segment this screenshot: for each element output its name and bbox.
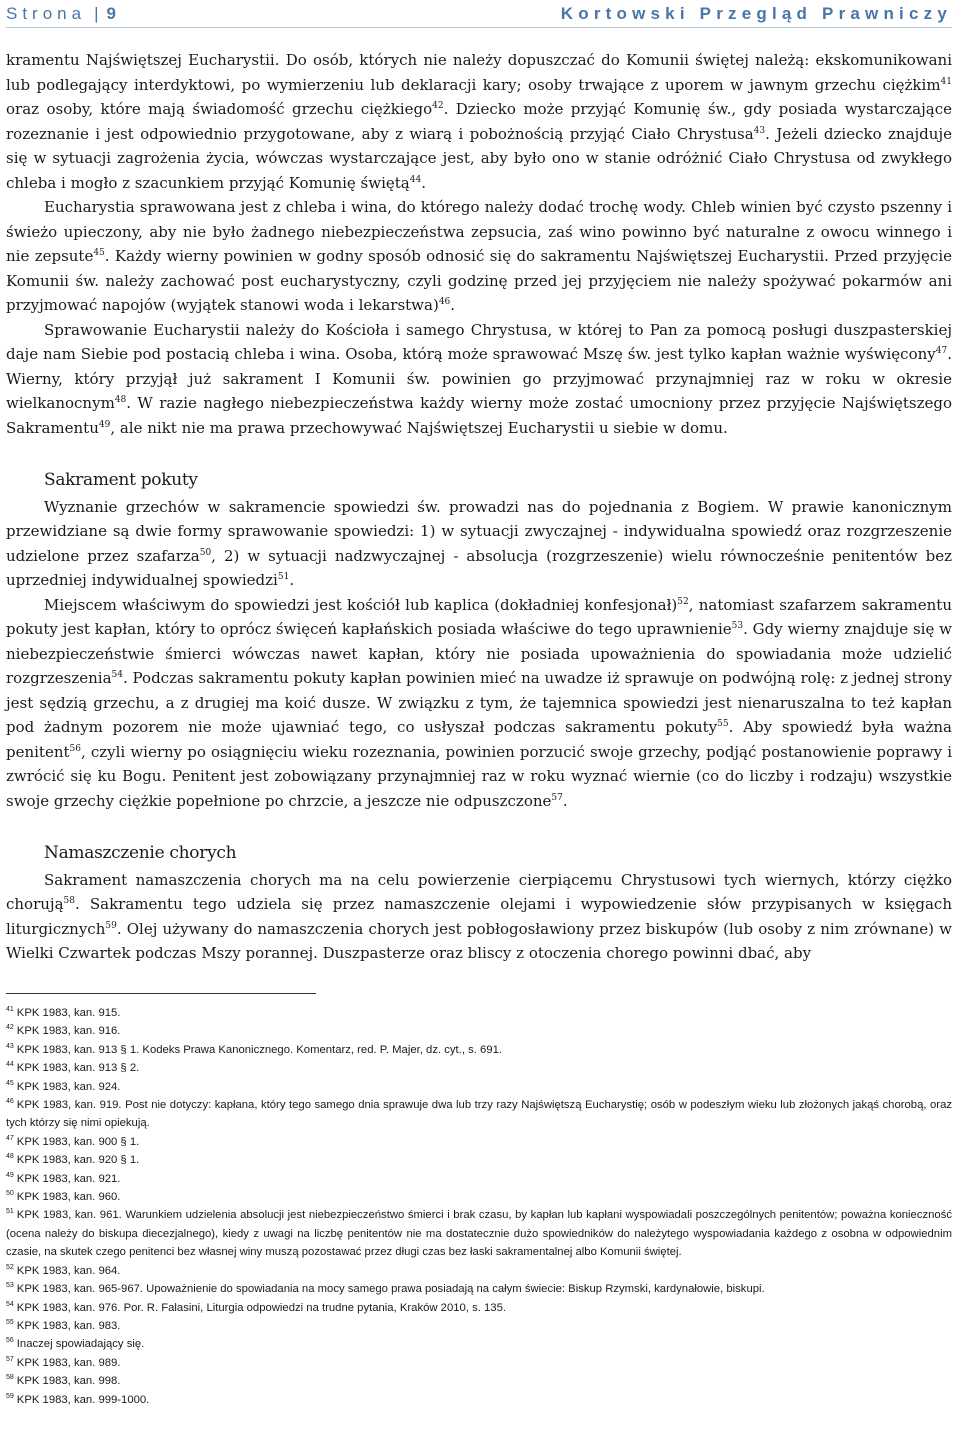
text-run: . Dziecko może przyjąć Komunię św., gdy posiada wystarczające rozeznanie i jest odpowiednio przygotowane, aby z wiarą i pobożnością przyjąć Ciało Chrystusa xyxy=(6,100,952,143)
paragraph-3 xyxy=(6,318,952,441)
footnote-ref[interactable]: 44 xyxy=(409,174,422,185)
footnote-ref[interactable]: 59 xyxy=(105,920,117,931)
footnote-item xyxy=(6,1372,952,1390)
footnote-item xyxy=(6,1280,952,1298)
paragraph-2 xyxy=(6,195,952,318)
footnote-number: 43 xyxy=(6,1042,14,1050)
text-run: , 2) w sytuacji nadzwyczajnej - absolucja (rozgrzeszenie) wielu równocześnie penitentów bez uprzedniej indywidualnej spowiedzi xyxy=(6,546,952,589)
paragraph-5 xyxy=(6,593,952,814)
footnote-separator xyxy=(6,993,316,994)
footnote-item xyxy=(6,1391,952,1409)
page-header xyxy=(6,0,952,28)
footnote-text: KPK 1983, kan. 915. xyxy=(16,1007,121,1019)
footnote-ref[interactable]: 47 xyxy=(935,346,948,356)
paragraph-1 xyxy=(6,48,952,195)
footnote-text: KPK 1983, kan. 913 § 1. Kodeks Prawa Kanonicznego. Komentarz, red. P. Majer, dz. cyt., s. 691. xyxy=(16,1043,503,1056)
footnote-text: KPK 1983, kan. 919. Post nie dotyczy: kapłana, który tego samego dnia sprawuje dwa lub trzy razy Najświętszą Eucharystię; osób w podeszłym wieku lub złożonych jakąś chorobą, oraz tych którzy się nimi opiekują. xyxy=(6,1099,952,1130)
text-run: kramentu Najświętszej Eucharystii. Do osób, których nie należy dopuszczać do Komunii świętej należą: ekskomunikowani lub podlegający interdyktowi, po wymierzeniu lub deklaracji kary; osoby trwające z uporem w jawnym grzechu ciężkim xyxy=(6,51,952,94)
text-run: . Gdy wierny znajduje się w niebezpieczeństwie śmierci wówczas nawet kapłan, który nie posiada upoważnienia do spowiadania może udzielić rozgrzeszenia xyxy=(6,620,952,687)
footnote-ref[interactable]: 48 xyxy=(114,395,127,405)
footnote-text: KPK 1983, kan. 960. xyxy=(16,1191,121,1204)
footnote-text: KPK 1983, kan. 965-967. Upoważnienie do spowiadania na mocy samego prawa posiadają na całym świecie: Biskup Rzymski, kardynałowie, biskupi. xyxy=(16,1283,765,1296)
footnote-number: 51 xyxy=(6,1208,14,1216)
footnote-item xyxy=(6,1078,952,1096)
text-run: , czyli wierny po osiągnięciu wieku rozeznania, powinien porzucić swoje grzechy, podjąć postanowienie poprawy i zwrócić się ku Bogu. Penitent jest zobowiązany przynajmniej raz w roku wyznać wiernie (co do liczby i rodzaju) wszystkie swoje grzechy ciężkie popełnione po chrzcie, a jeszcze nie odpuszczone xyxy=(6,742,952,810)
section-title-sakrament-pokuty: Sakrament pokuty xyxy=(44,470,198,490)
text-run: . xyxy=(562,791,568,810)
footnote-item xyxy=(6,1262,952,1280)
text-run: oraz osoby, które mają świadomość grzechu ciężkiego xyxy=(6,100,433,118)
footnotes-list xyxy=(6,1004,952,1409)
footnote-text: KPK 1983, kan. 920 § 1. xyxy=(16,1154,140,1167)
footnote-item xyxy=(6,1335,952,1353)
footnote-text: KPK 1983, kan. 900 § 1. xyxy=(16,1135,140,1148)
footnote-item xyxy=(6,1022,952,1040)
footnote-ref[interactable]: 41 xyxy=(940,76,952,87)
footnote-number: 46 xyxy=(6,1098,14,1106)
header-separator: | xyxy=(94,3,99,23)
footnote-text: KPK 1983, kan. 983. xyxy=(16,1319,121,1332)
footnote-text: KPK 1983, kan. 998. xyxy=(16,1375,121,1388)
text-run: , natomiast szafarzem sakramentu pokuty jest kapłan, który to oprócz święceń kapłańskich posiada właściwe do tego uprawnienie xyxy=(6,595,952,638)
footnote-ref[interactable]: 58 xyxy=(63,896,75,906)
footnote-item xyxy=(6,1206,952,1261)
footnote-item xyxy=(6,1170,952,1188)
footnote-ref[interactable]: 51 xyxy=(277,572,290,582)
footnote-ref[interactable]: 56 xyxy=(69,743,81,754)
footnote-ref[interactable]: 46 xyxy=(438,297,451,307)
text-run: Eucharystia sprawowana jest z chleba i wina, do którego należy dodać trochę wody. Chleb winien być czysto pszenny i świeżo upieczony, aby nie było żadnego niebezpieczeństwa zepsucia, zaś wino powinno być naturalne z owocu winnego i nie zepsute xyxy=(6,198,952,265)
footnote-text: KPK 1983, kan. 921. xyxy=(16,1172,121,1185)
footnote-number: 48 xyxy=(6,1153,14,1161)
footnote-text: KPK 1983, kan. 924. xyxy=(16,1080,121,1093)
text-run: . Aby spowiedź była ważna penitent xyxy=(6,718,952,761)
footnote-text: KPK 1983, kan. 916. xyxy=(16,1025,121,1038)
text-run: . Podczas sakramentu pokuty kapłan powinien mieć na uwadze iż sprawuje on podwójną rolę: z jednej strony jest sędzią grzechu, a z drugiej ma koić dusze. W związku z tym, że tajemnica spowiedzi jest nienaruszalna to też kapłan pod żadnym pozorem nie może ujawniać tego, co usłyszał podczas sakramentu pokuty xyxy=(6,669,952,736)
text-run: Wyznanie grzechów w sakramencie spowiedzi św. prowadzi nas do pojednania z Bogiem. W prawie kanonicznym przewidziane są dwie formy sprawowanie spowiedzi: 1) w sytuacji zwyczajnej - indywidualna spowiedź oraz rozgrzeszenie udzielone przez szafarza xyxy=(6,497,952,565)
header-page-number: 9 xyxy=(106,3,116,23)
footnote-item xyxy=(6,1041,952,1059)
footnote-ref[interactable]: 57 xyxy=(551,792,563,803)
footnote-number: 59 xyxy=(6,1392,14,1400)
text-run: . xyxy=(289,571,295,589)
paragraph-4 xyxy=(6,495,952,593)
text-run: . Sakramentu tego udziela się przez namaszczenie olejami i wypowiedzenie słów przypisanych w księgach liturgicznych xyxy=(6,895,952,938)
main-text xyxy=(6,48,952,966)
header-journal-title: Kortowski Przegląd Prawniczy xyxy=(560,3,952,23)
footnote-item xyxy=(6,1004,952,1022)
footnote-number: 45 xyxy=(6,1079,14,1087)
footnote-item xyxy=(6,1317,952,1335)
footnote-item xyxy=(6,1133,952,1151)
footnote-number: 47 xyxy=(6,1134,14,1142)
footnote-text: KPK 1983, kan. 913 § 2. xyxy=(16,1062,140,1075)
text-run: Sprawowanie Eucharystii należy do Kościoła i samego Chrystusa, w której to Pan za pomocą posługi duszpasterskiej daje nam Siebie pod postacią chleba i wina. Osoba, którą może sprawować Mszę św. jest tylko kapłan ważnie wyświęcony xyxy=(6,320,952,363)
text-run: . Olej używany do namaszczenia chorych jest pobłogosławiony przez biskupów (lub osoby z nim zrównane) w Wielki Czwartek podczas Mszy porannej. Duszpasterze oraz bliscy z otoczenia chorego powinni dbać, aby xyxy=(6,919,952,962)
footnote-item xyxy=(6,1299,952,1317)
footnote-number: 52 xyxy=(6,1263,14,1271)
text-run: . Każdy wierny powinien w godny sposób odnosić się do sakramentu Najświętszej Eucharystii. Przed przyjęcie Komunii św. należy zachować post eucharystyczny, czyli godzinę przed jej przyjęciem nie należy spożywać pokarmów ani przyjmować napojów (wyjątek stanowi woda i lekarstwa) xyxy=(6,247,953,314)
footnote-number: 56 xyxy=(6,1337,14,1345)
footnote-item xyxy=(6,1151,952,1169)
footnote-item xyxy=(6,1059,952,1077)
footnote-ref[interactable]: 53 xyxy=(731,621,744,631)
text-run: Miejscem właściwym do spowiedzi jest kościół lub kaplica (dokładniej konfesjonał) xyxy=(44,595,678,614)
footnote-ref[interactable]: 42 xyxy=(432,101,444,111)
footnote-ref[interactable]: 43 xyxy=(753,125,766,136)
footnote-text: KPK 1983, kan. 961. Warunkiem udzielenia absolucji jest niebezpieczeństwo śmierci i brak czasu, by kapłan lub kapłani wyspowiadali poszczególnych penitentów; poważna konieczność (ocena należy do biskupa diecezjalnego), kiedy z uwagi na liczbę penitentów nie ma dostatecznie dużo spowiedników do należytego wyspowiadania każdego z osobna w odpowiednim czasie, na skutek czego penitenci bez własnej winy muszą pozostawać przez długi czas bez łaski sakramentalnej albo Komunii świętej. xyxy=(6,1209,952,1259)
text-run: . W razie nagłego niebezpieczeństwa każdy wierny może zostać umocniony przez przyjęcie Najświętszego Sakramentu xyxy=(6,394,952,437)
footnote-number: 44 xyxy=(6,1061,14,1069)
text-run: , ale nikt nie ma prawa przechowywać Najświętszej Eucharystii u siebie w domu. xyxy=(110,418,728,437)
footnote-ref[interactable]: 55 xyxy=(717,719,729,729)
footnote-ref[interactable]: 45 xyxy=(93,248,105,258)
footnote-item xyxy=(6,1188,952,1206)
header-left xyxy=(6,4,116,24)
footnote-ref[interactable]: 50 xyxy=(199,547,212,558)
header-page-label: Strona xyxy=(6,3,87,23)
footnote-ref[interactable]: 52 xyxy=(677,596,689,607)
text-run: . xyxy=(450,296,456,314)
footnote-item xyxy=(6,1096,952,1133)
footnote-number: 54 xyxy=(6,1300,14,1308)
footnote-number: 57 xyxy=(6,1355,14,1363)
footnote-number: 58 xyxy=(6,1374,14,1382)
footnote-ref[interactable]: 54 xyxy=(111,670,123,680)
footnote-ref[interactable]: 49 xyxy=(98,419,111,430)
text-run: . xyxy=(421,173,426,192)
footnote-text: KPK 1983, kan. 989. xyxy=(16,1356,121,1369)
footnote-item xyxy=(6,1354,952,1372)
footnote-number: 49 xyxy=(6,1171,14,1179)
footnote-number: 42 xyxy=(6,1024,14,1032)
text-run: . Jeżeli dziecko znajduje się w sytuacji zagrożenia życia, wówczas wystarczające jest, aby było ono w stanie odróżnić Ciało Chrystusa od zwykłego chleba i mogło z szacunkiem przyjąć Komunię świętą xyxy=(6,124,952,192)
footnote-number: 50 xyxy=(6,1190,14,1198)
section-title-namaszczenie-chorych: Namaszczenie chorych xyxy=(44,843,237,863)
footnote-number: 41 xyxy=(6,1006,14,1013)
text-run: . Wierny, który przyjął już sakrament I Komunii św. powinien go przyjmować przynajmniej raz w roku w okresie wielkanocnym xyxy=(6,345,952,412)
footnote-text: KPK 1983, kan. 976. Por. R. Falasini, Liturgia odpowiedzi na trudne pytania, Kraków 2010, s. 135. xyxy=(16,1301,506,1314)
footnote-text: Inaczej spowiadający się. xyxy=(16,1338,145,1351)
footnote-text: KPK 1983, kan. 999-1000. xyxy=(16,1393,150,1406)
text-run: Sakrament namaszczenia chorych ma na celu powierzenie cierpiącemu Chrystusowi tych wiernych, którzy ciężko chorują xyxy=(6,870,952,913)
footnote-number: 53 xyxy=(6,1282,14,1290)
footnote-text: KPK 1983, kan. 964. xyxy=(16,1264,121,1277)
footnote-number: 55 xyxy=(6,1318,14,1326)
paragraph-6 xyxy=(6,868,952,966)
